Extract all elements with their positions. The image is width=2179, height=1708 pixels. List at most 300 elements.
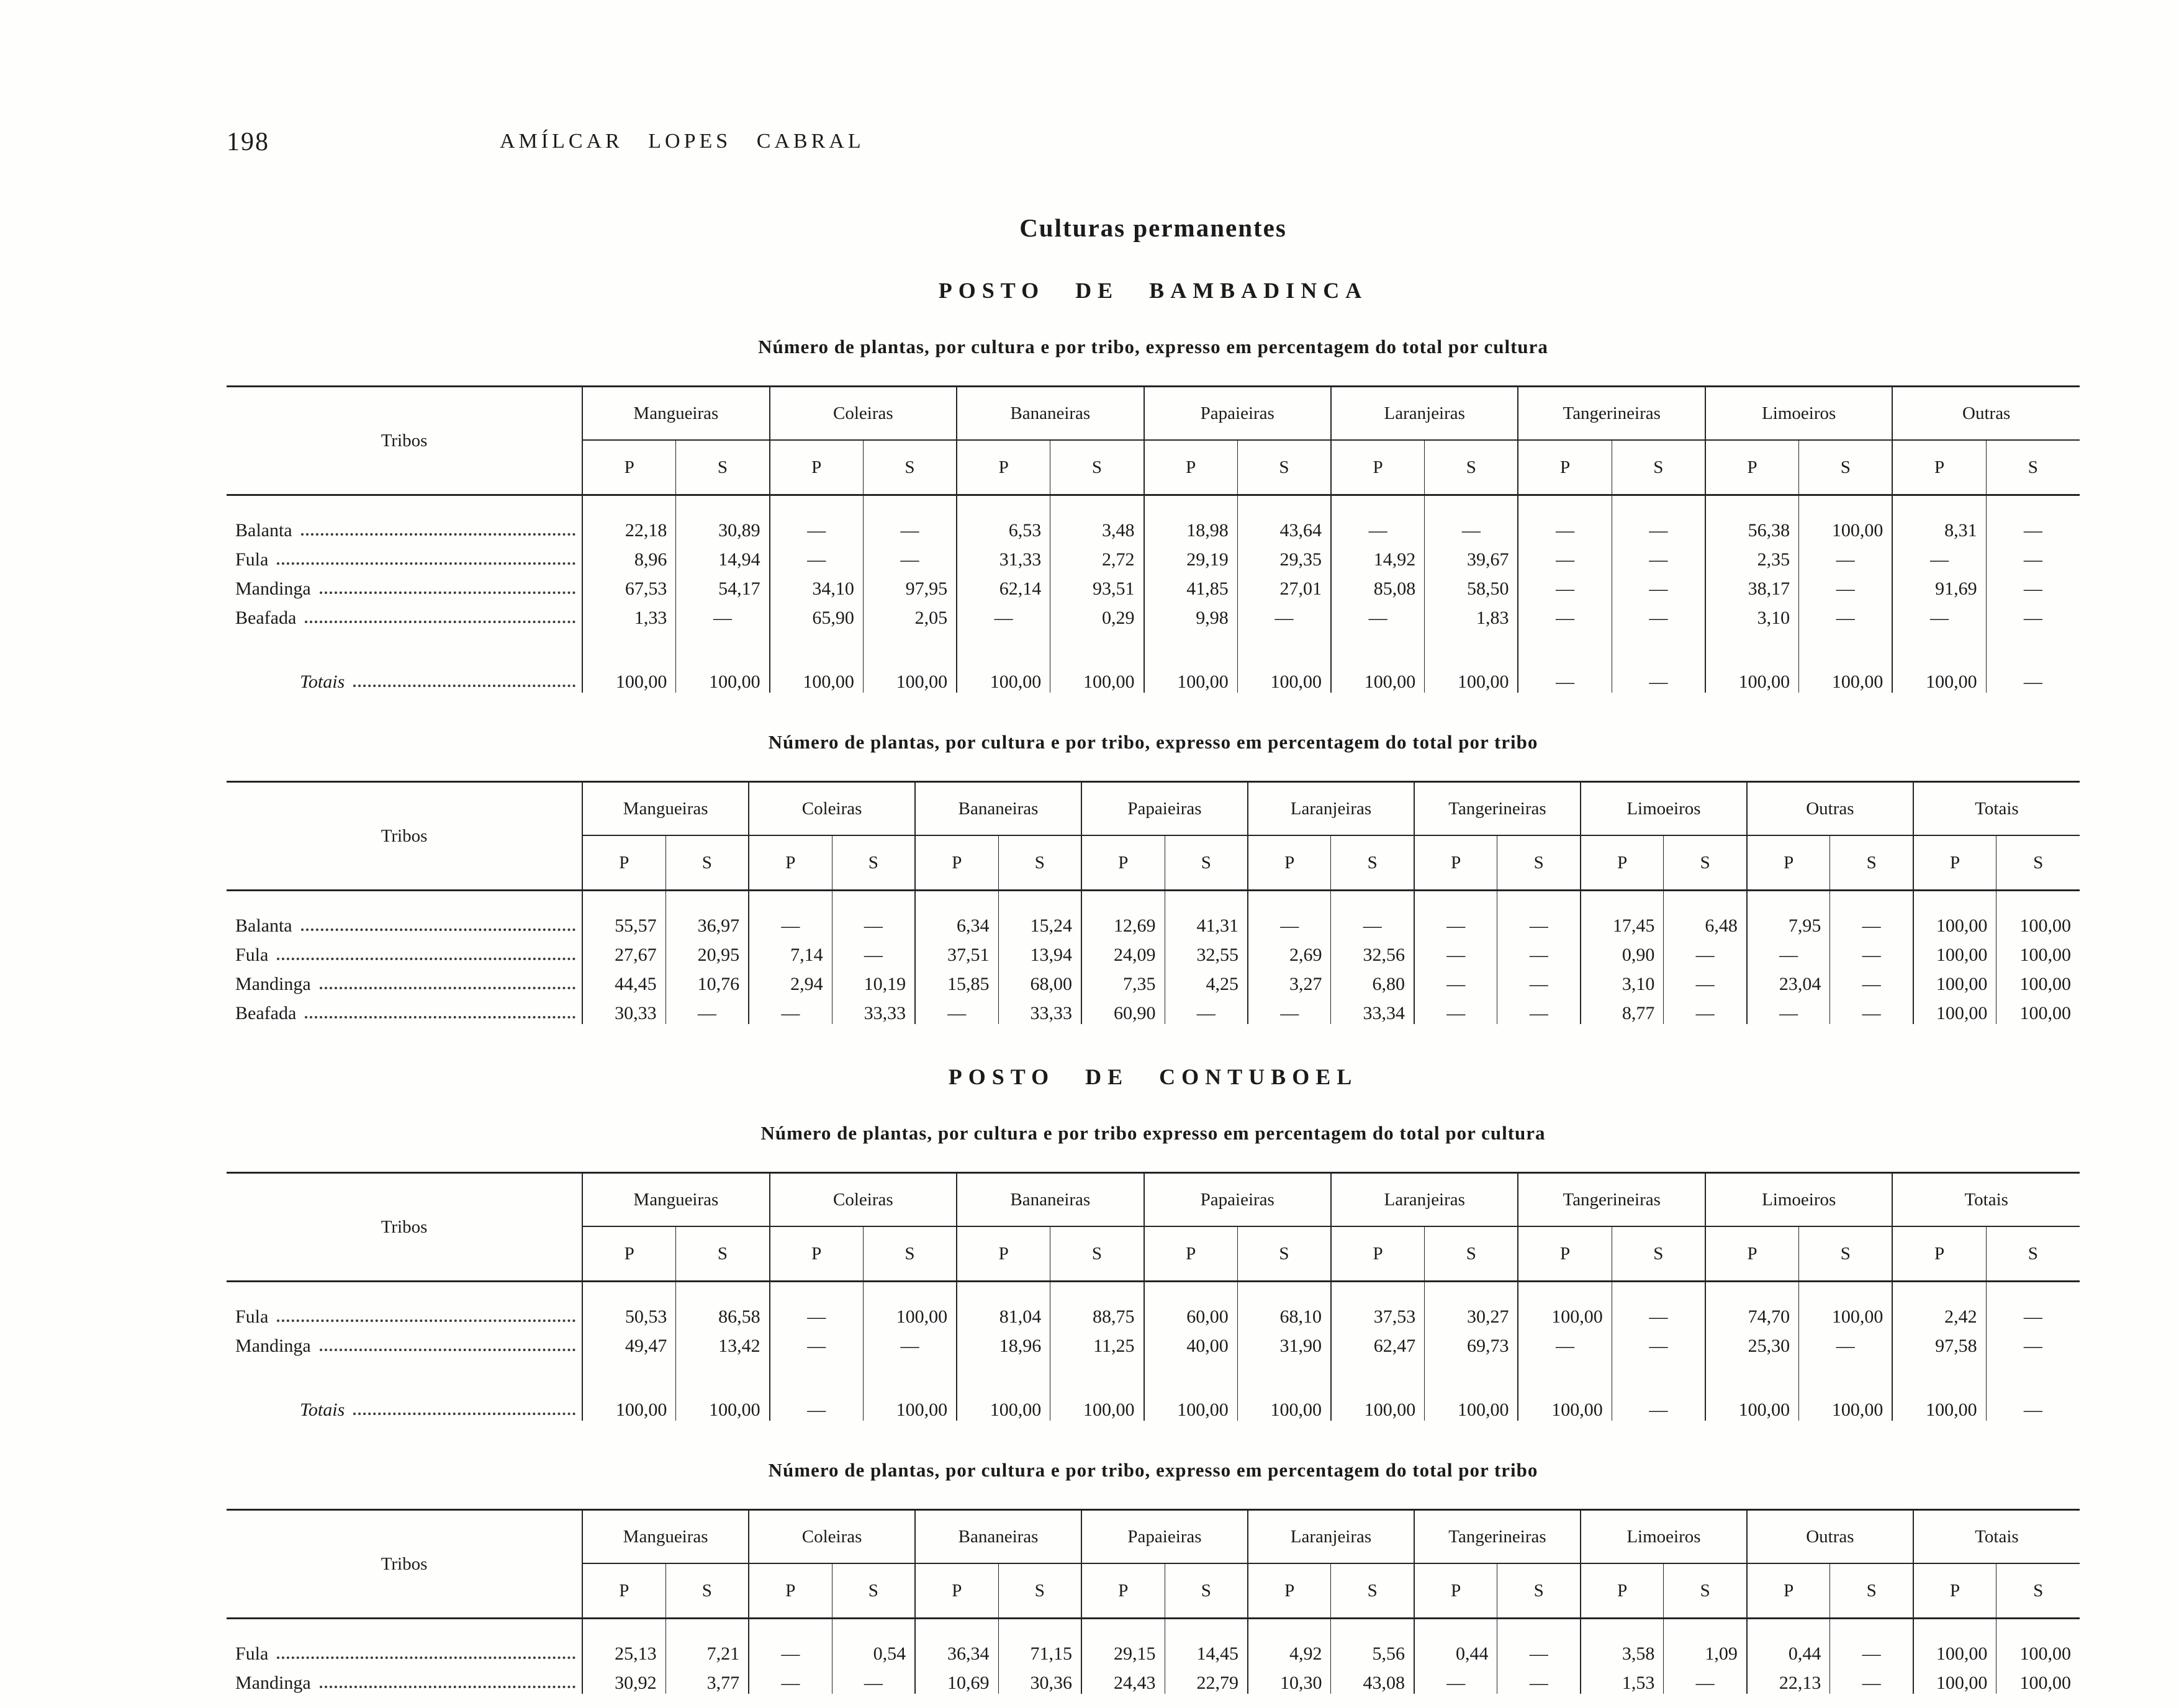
subcolumn-header-mangueiras-p: P [582,1226,676,1282]
subcolumn-header-limoeiros-s: S [1664,1563,1747,1619]
cell-fula-coleiras-p: — [770,541,864,570]
cell-totais-papaieiras-p: 100,00 [1144,629,1238,693]
subcolumn-header-outras-s: S [1830,835,1913,891]
cell-fula-coleiras-s: — [863,541,957,570]
column-group-row [227,1173,2080,1227]
subcolumn-header-limoeiros-s: S [1664,835,1747,891]
cell-mandinga-bananeiras-s: 93,51 [1050,570,1144,600]
cell-mandinga-papaieiras-s: 4,25 [1165,966,1248,995]
table-bambadinca-por-cultura [227,385,2080,693]
row-label-cell [227,1282,582,1328]
subcolumn-header-bananeiras-s: S [1050,440,1144,495]
dot-leader [320,987,575,989]
table-row-beafada [227,995,2080,1024]
column-group-header-limoeiros: Limoeiros [1581,1510,1747,1564]
row-label-cell [227,966,582,995]
cell-mandinga-bananeiras-p: 18,96 [957,1328,1050,1357]
subcolumn-header-totais-p: P [1913,1563,1996,1619]
subcolumn-header-bananeiras-s: S [998,1563,1081,1619]
cell-fula-tangerineiras-p: 100,00 [1518,1282,1612,1328]
cell-mandinga-outras-s: — [1986,570,2080,600]
cell-balanta-mangueiras-s: 30,89 [676,495,770,542]
dot-leader [320,1686,575,1688]
table-row-fula [227,937,2080,966]
cell-balanta-papaieiras-s: 41,31 [1165,891,1248,937]
cell-mandinga-coleiras-p: 34,10 [770,570,864,600]
cell-fula-mangueiras-s: 14,94 [676,541,770,570]
subcolumn-header-limoeiros-s: S [1799,440,1893,495]
column-group-header-mangueiras: Mangueiras [582,782,749,836]
column-group-header-tangerineiras: Tangerineiras [1414,782,1581,836]
cell-totais-bananeiras-s: 100,00 [1050,1357,1144,1421]
subcolumn-header-coleiras-s: S [863,1226,957,1282]
row-label-cell [227,937,582,966]
cell-beafada-bananeiras-s: 33,33 [998,995,1081,1024]
subcolumn-header-outras-p: P [1747,1563,1830,1619]
subcolumn-header-coleiras-s: S [832,835,915,891]
dot-leader [305,1016,575,1018]
column-group-header-papaieiras: Papaieiras [1081,1510,1248,1564]
row-label: Fula [235,945,269,965]
dot-leader [301,533,575,536]
subcolumn-header-laranjeiras-s: S [1331,1563,1414,1619]
cell-fula-papaieiras-s: 32,55 [1165,937,1248,966]
cell-beafada-tangerineiras-s: — [1497,995,1581,1024]
cell-beafada-bananeiras-s: 0,29 [1050,600,1144,629]
cell-balanta-limoeiros-s: 100,00 [1799,495,1893,542]
cell-beafada-outras-p: — [1747,995,1830,1024]
column-group-header-totais: Totais [1892,1173,2080,1227]
dot-leader [277,1319,575,1322]
cell-fula-outras-s: — [1830,1619,1913,1665]
cell-balanta-mangueiras-p: 22,18 [582,495,676,542]
cell-balanta-laranjeiras-p: — [1248,891,1331,937]
cell-totais-mangueiras-p: 100,00 [582,1357,676,1421]
subcolumn-header-limoeiros-p: P [1581,835,1664,891]
cell-fula-limoeiros-s: 1,09 [1664,1619,1747,1665]
column-group-header-laranjeiras: Laranjeiras [1248,782,1414,836]
row-label: Beafada [235,1003,297,1023]
cell-mandinga-laranjeiras-p: 85,08 [1331,570,1425,600]
subcolumn-header-tangerineiras-p: P [1414,835,1497,891]
cell-balanta-laranjeiras-s: — [1425,495,1518,542]
column-group-header-bananeiras: Bananeiras [915,1510,1081,1564]
cell-beafada-bananeiras-p: — [957,600,1050,629]
cell-mandinga-coleiras-s: 10,19 [832,966,915,995]
subcolumn-header-laranjeiras-s: S [1331,835,1414,891]
section-heading-bambadinca: POSTO DE BAMBADINCA [938,278,1368,303]
cell-mandinga-totais-s: 100,00 [1996,966,2080,995]
cell-fula-tangerineiras-s: — [1612,541,1705,570]
subcolumn-header-tangerineiras-p: P [1414,1563,1497,1619]
dot-leader [305,621,575,623]
cell-beafada-coleiras-p: — [749,995,832,1024]
cell-fula-bananeiras-s: 71,15 [998,1619,1081,1665]
subcolumn-header-coleiras-s: S [832,1563,915,1619]
subcolumn-header-outras-s: S [1830,1563,1913,1619]
cell-fula-mangueiras-s: 7,21 [665,1619,749,1665]
subcolumn-header-outras-p: P [1892,440,1986,495]
subcolumn-header-totais-s: S [1996,1563,2080,1619]
cell-fula-totais-p: 100,00 [1913,937,1996,966]
cell-mandinga-papaieiras-p: 7,35 [1081,966,1165,995]
row-label-cell [227,1328,582,1357]
cell-mandinga-tangerineiras-s: — [1612,1328,1705,1357]
column-group-header-tangerineiras: Tangerineiras [1414,1510,1581,1564]
subcolumn-header-papaieiras-s: S [1237,1226,1331,1282]
cell-fula-mangueiras-p: 50,53 [582,1282,676,1328]
row-label: Fula [235,549,269,570]
column-group-header-limoeiros: Limoeiros [1705,1173,1892,1227]
cell-balanta-mangueiras-s: 36,97 [665,891,749,937]
cell-balanta-bananeiras-p: 6,34 [915,891,998,937]
cell-mandinga-papaieiras-p: 24,43 [1081,1665,1165,1694]
cell-mandinga-bananeiras-p: 62,14 [957,570,1050,600]
cell-fula-papaieiras-p: 29,15 [1081,1619,1165,1665]
section-contuboel [227,1064,2080,1694]
cell-beafada-outras-s: — [1986,600,2080,629]
cell-totais-coleiras-p: — [770,1357,864,1421]
column-group-header-papaieiras: Papaieiras [1144,387,1331,441]
row-label: Totais [300,1400,345,1420]
cell-balanta-tangerineiras-s: — [1612,495,1705,542]
cell-totais-papaieiras-s: 100,00 [1237,1357,1331,1421]
cell-balanta-laranjeiras-p: — [1331,495,1425,542]
cell-mandinga-tangerineiras-s: — [1497,966,1581,995]
row-label-cell [227,1665,582,1694]
cell-balanta-papaieiras-p: 12,69 [1081,891,1165,937]
cell-mandinga-outras-s: — [1830,966,1913,995]
cell-beafada-totais-s: 100,00 [1996,995,2080,1024]
cell-mandinga-totais-s: 100,00 [1996,1665,2080,1694]
cell-fula-tangerineiras-p: 0,44 [1414,1619,1497,1665]
table-contuboel-por-tribo [227,1509,2080,1694]
column-group-header-totais: Totais [1913,782,2080,836]
table-row-mandinga [227,570,2080,600]
column-group-header-tangerineiras: Tangerineiras [1518,1173,1705,1227]
cell-mandinga-bananeiras-s: 68,00 [998,966,1081,995]
row-label: Mandinga [235,974,311,994]
table-row-totais [227,1357,2080,1421]
cell-mandinga-limoeiros-s: — [1799,1328,1893,1357]
cell-fula-outras-p: 0,44 [1747,1619,1830,1665]
cell-fula-mangueiras-s: 86,58 [676,1282,770,1328]
row-label-cell [227,891,582,937]
subcolumn-header-mangueiras-p: P [582,1563,665,1619]
column-group-header-limoeiros: Limoeiros [1581,782,1747,836]
cell-fula-totais-p: 100,00 [1913,1619,1996,1665]
row-label: Beafada [235,608,297,628]
table-subtitle: Número de plantas, por cultura e por tribo, expresso em percentagem do total por tribo [768,1459,1538,1481]
cell-totais-coleiras-s: 100,00 [863,629,957,693]
subcolumn-header-totais-s: S [1986,1226,2080,1282]
cell-mandinga-papaieiras-p: 40,00 [1144,1328,1238,1357]
cell-fula-limoeiros-s: 100,00 [1799,1282,1893,1328]
cell-fula-bananeiras-p: 36,34 [915,1619,998,1665]
row-label: Mandinga [235,1673,311,1693]
cell-fula-outras-s: — [1830,937,1913,966]
column-group-header-coleiras: Coleiras [749,1510,915,1564]
cell-totais-laranjeiras-p: 100,00 [1331,629,1425,693]
cell-beafada-totais-p: 100,00 [1913,995,1996,1024]
cell-totais-bananeiras-p: 100,00 [957,1357,1050,1421]
subcolumn-header-limoeiros-p: P [1705,1226,1799,1282]
subcolumn-header-bananeiras-p: P [957,440,1050,495]
cell-beafada-coleiras-s: 2,05 [863,600,957,629]
cell-mandinga-totais-s: — [1986,1328,2080,1357]
cell-fula-outras-p: — [1747,937,1830,966]
cell-balanta-limoeiros-s: 6,48 [1664,891,1747,937]
cell-fula-laranjeiras-s: 30,27 [1425,1282,1518,1328]
cell-beafada-mangueiras-s: — [665,995,749,1024]
cell-fula-laranjeiras-s: 39,67 [1425,541,1518,570]
cell-beafada-mangueiras-p: 1,33 [582,600,676,629]
cell-fula-totais-s: 100,00 [1996,1619,2080,1665]
cell-totais-mangueiras-s: 100,00 [676,629,770,693]
dot-leader [301,928,575,931]
cell-mandinga-papaieiras-s: 31,90 [1237,1328,1331,1357]
subcolumn-header-laranjeiras-s: S [1425,1226,1518,1282]
cell-fula-coleiras-s: 100,00 [863,1282,957,1328]
column-group-header-coleiras: Coleiras [770,387,957,441]
column-group-header-mangueiras: Mangueiras [582,1510,749,1564]
cell-mandinga-tangerineiras-p: — [1518,570,1612,600]
cell-balanta-coleiras-p: — [770,495,864,542]
cell-fula-coleiras-s: 0,54 [832,1619,915,1665]
cell-totais-limoeiros-s: 100,00 [1799,1357,1893,1421]
cell-mandinga-limoeiros-p: 3,10 [1581,966,1664,995]
subcolumn-header-papaieiras-s: S [1237,440,1331,495]
cell-fula-mangueiras-p: 8,96 [582,541,676,570]
table-row-fula [227,1619,2080,1665]
totals-row-label-cell [227,1357,582,1421]
cell-fula-bananeiras-p: 81,04 [957,1282,1050,1328]
subcolumn-header-papaieiras-s: S [1165,835,1248,891]
running-head [227,127,2080,167]
column-group-row [227,782,2080,836]
cell-mandinga-totais-p: 100,00 [1913,1665,1996,1694]
cell-fula-laranjeiras-s: 5,56 [1331,1619,1414,1665]
cell-fula-limoeiros-s: — [1799,541,1893,570]
cell-fula-bananeiras-s: 2,72 [1050,541,1144,570]
subcolumn-header-coleiras-p: P [749,835,832,891]
cell-balanta-totais-s: 100,00 [1996,891,2080,937]
table-row-mandinga [227,1665,2080,1694]
cell-beafada-coleiras-p: 65,90 [770,600,864,629]
subcolumn-header-outras-p: P [1747,835,1830,891]
cell-balanta-tangerineiras-p: — [1518,495,1612,542]
cell-fula-laranjeiras-s: 32,56 [1331,937,1414,966]
cell-balanta-papaieiras-s: 43,64 [1237,495,1331,542]
cell-beafada-laranjeiras-s: 1,83 [1425,600,1518,629]
subcolumn-header-mangueiras-s: S [676,1226,770,1282]
table-row-balanta [227,891,2080,937]
cell-beafada-tangerineiras-p: — [1414,995,1497,1024]
subcolumn-header-papaieiras-s: S [1165,1563,1248,1619]
cell-mandinga-papaieiras-p: 41,85 [1144,570,1238,600]
totals-row-label-cell [227,629,582,693]
cell-totais-bananeiras-s: 100,00 [1050,629,1144,693]
subcolumn-header-coleiras-p: P [770,440,864,495]
cell-totais-coleiras-s: 100,00 [863,1357,957,1421]
cell-totais-bananeiras-p: 100,00 [957,629,1050,693]
cell-balanta-limoeiros-p: 17,45 [1581,891,1664,937]
column-group-header-mangueiras: Mangueiras [582,1173,769,1227]
cell-mandinga-coleiras-p: 2,94 [749,966,832,995]
column-group-row [227,387,2080,441]
column-group-header-papaieiras: Papaieiras [1144,1173,1331,1227]
cell-totais-laranjeiras-s: 100,00 [1425,1357,1518,1421]
cell-mandinga-mangueiras-p: 44,45 [582,966,665,995]
cell-fula-laranjeiras-p: 14,92 [1331,541,1425,570]
cell-fula-papaieiras-p: 24,09 [1081,937,1165,966]
cell-beafada-limoeiros-p: 8,77 [1581,995,1664,1024]
cell-totais-tangerineiras-p: — [1518,629,1612,693]
column-group-header-bananeiras: Bananeiras [915,782,1081,836]
cell-fula-limoeiros-p: 3,58 [1581,1619,1664,1665]
cell-fula-laranjeiras-p: 37,53 [1331,1282,1425,1328]
cell-balanta-coleiras-p: — [749,891,832,937]
subcolumn-header-papaieiras-p: P [1144,1226,1238,1282]
subcolumn-header-coleiras-p: P [770,1226,864,1282]
row-label-cell [227,600,582,629]
cell-mandinga-coleiras-s: — [832,1665,915,1694]
cell-beafada-laranjeiras-p: — [1331,600,1425,629]
cell-beafada-coleiras-s: 33,33 [832,995,915,1024]
cell-fula-tangerineiras-p: — [1414,937,1497,966]
cell-mandinga-bananeiras-p: 15,85 [915,966,998,995]
subcolumn-header-bananeiras-p: P [915,1563,998,1619]
cell-mandinga-mangueiras-s: 13,42 [676,1328,770,1357]
column-group-header-laranjeiras: Laranjeiras [1331,387,1518,441]
cell-mandinga-outras-p: 22,13 [1747,1665,1830,1694]
cell-mandinga-bananeiras-s: 11,25 [1050,1328,1144,1357]
cell-mandinga-laranjeiras-p: 62,47 [1331,1328,1425,1357]
subcolumn-header-papaieiras-p: P [1081,1563,1165,1619]
cell-mandinga-mangueiras-p: 30,92 [582,1665,665,1694]
cell-beafada-limoeiros-p: 3,10 [1705,600,1799,629]
subcolumn-header-coleiras-p: P [749,1563,832,1619]
cell-fula-coleiras-s: — [832,937,915,966]
cell-beafada-laranjeiras-s: 33,34 [1331,995,1414,1024]
subcolumn-header-laranjeiras-p: P [1248,1563,1331,1619]
subcolumn-header-outras-s: S [1986,440,2080,495]
dot-leader [353,685,575,687]
subcolumn-header-mangueiras-s: S [676,440,770,495]
subcolumn-header-laranjeiras-p: P [1331,1226,1425,1282]
cell-totais-mangueiras-s: 100,00 [676,1357,770,1421]
cell-mandinga-bananeiras-p: 10,69 [915,1665,998,1694]
cell-balanta-outras-s: — [1830,891,1913,937]
cell-totais-totais-s: — [1986,1357,2080,1421]
cell-fula-outras-s: — [1986,541,2080,570]
stub-header: Tribos [227,1173,582,1282]
cell-mandinga-tangerineiras-p: — [1414,966,1497,995]
row-label: Balanta [235,915,292,936]
column-group-header-bananeiras: Bananeiras [957,387,1144,441]
table-row-fula [227,541,2080,570]
subcolumn-header-laranjeiras-s: S [1425,440,1518,495]
page-title: Culturas permanentes [1019,214,1287,242]
cell-beafada-tangerineiras-p: — [1518,600,1612,629]
cell-fula-papaieiras-s: 68,10 [1237,1282,1331,1328]
table-subtitle: Número de plantas, por cultura e por tribo, expresso em percentagem do total por cultura [758,336,1548,357]
cell-mandinga-limoeiros-p: 25,30 [1705,1328,1799,1357]
cell-fula-totais-s: 100,00 [1996,937,2080,966]
row-label: Mandinga [235,578,311,599]
subcolumn-header-tangerineiras-s: S [1612,440,1705,495]
cell-fula-coleiras-p: 7,14 [749,937,832,966]
row-label-cell [227,995,582,1024]
cell-totais-outras-s: — [1986,629,2080,693]
subcolumn-header-laranjeiras-p: P [1248,835,1331,891]
cell-mandinga-totais-p: 100,00 [1913,966,1996,995]
cell-mandinga-coleiras-p: — [749,1665,832,1694]
cell-balanta-tangerineiras-s: — [1497,891,1581,937]
cell-mandinga-limoeiros-s: — [1799,570,1893,600]
cell-balanta-laranjeiras-s: — [1331,891,1414,937]
cell-balanta-bananeiras-p: 6,53 [957,495,1050,542]
cell-beafada-outras-p: — [1892,600,1986,629]
cell-beafada-bananeiras-p: — [915,995,998,1024]
subcolumn-header-tangerineiras-p: P [1518,1226,1612,1282]
subcolumn-header-mangueiras-p: P [582,835,665,891]
cell-mandinga-tangerineiras-p: — [1414,1665,1497,1694]
cell-mandinga-coleiras-p: — [770,1328,864,1357]
cell-fula-mangueiras-p: 25,13 [582,1619,665,1665]
subcolumn-header-bananeiras-s: S [1050,1226,1144,1282]
subcolumn-header-totais-p: P [1913,835,1996,891]
row-label-cell [227,1619,582,1665]
cell-fula-bananeiras-p: 31,33 [957,541,1050,570]
cell-fula-tangerineiras-p: — [1518,541,1612,570]
subcolumn-header-laranjeiras-p: P [1331,440,1425,495]
table-row-mandinga [227,966,2080,995]
row-label: Balanta [235,520,292,541]
cell-balanta-totais-p: 100,00 [1913,891,1996,937]
table-row-balanta [227,495,2080,542]
column-group-header-coleiras: Coleiras [770,1173,957,1227]
cell-mandinga-tangerineiras-s: — [1612,570,1705,600]
cell-totais-laranjeiras-s: 100,00 [1425,629,1518,693]
column-group-row [227,1510,2080,1564]
cell-mandinga-papaieiras-s: 22,79 [1165,1665,1248,1694]
cell-fula-papaieiras-s: 14,45 [1165,1619,1248,1665]
cell-beafada-papaieiras-p: 9,98 [1144,600,1238,629]
cell-totais-totais-p: 100,00 [1892,1357,1986,1421]
cell-fula-totais-p: 2,42 [1892,1282,1986,1328]
cell-fula-laranjeiras-p: 2,69 [1248,937,1331,966]
cell-fula-mangueiras-p: 27,67 [582,937,665,966]
column-group-header-limoeiros: Limoeiros [1705,387,1892,441]
column-group-header-mangueiras: Mangueiras [582,387,769,441]
subcolumn-header-tangerineiras-s: S [1497,1563,1581,1619]
column-group-header-tangerineiras: Tangerineiras [1518,387,1705,441]
subcolumn-header-limoeiros-s: S [1799,1226,1893,1282]
cell-fula-coleiras-p: — [770,1282,864,1328]
cell-fula-papaieiras-p: 29,19 [1144,541,1238,570]
page-number: 198 [227,128,269,156]
cell-fula-bananeiras-s: 13,94 [998,937,1081,966]
cell-mandinga-limoeiros-s: — [1664,966,1747,995]
cell-mandinga-tangerineiras-p: — [1518,1328,1612,1357]
cell-mandinga-laranjeiras-p: 3,27 [1248,966,1331,995]
subcolumn-header-totais-p: P [1892,1226,1986,1282]
cell-balanta-outras-p: 8,31 [1892,495,1986,542]
cell-beafada-laranjeiras-p: — [1248,995,1331,1024]
row-label-cell [227,541,582,570]
subcolumn-header-tangerineiras-s: S [1612,1226,1705,1282]
